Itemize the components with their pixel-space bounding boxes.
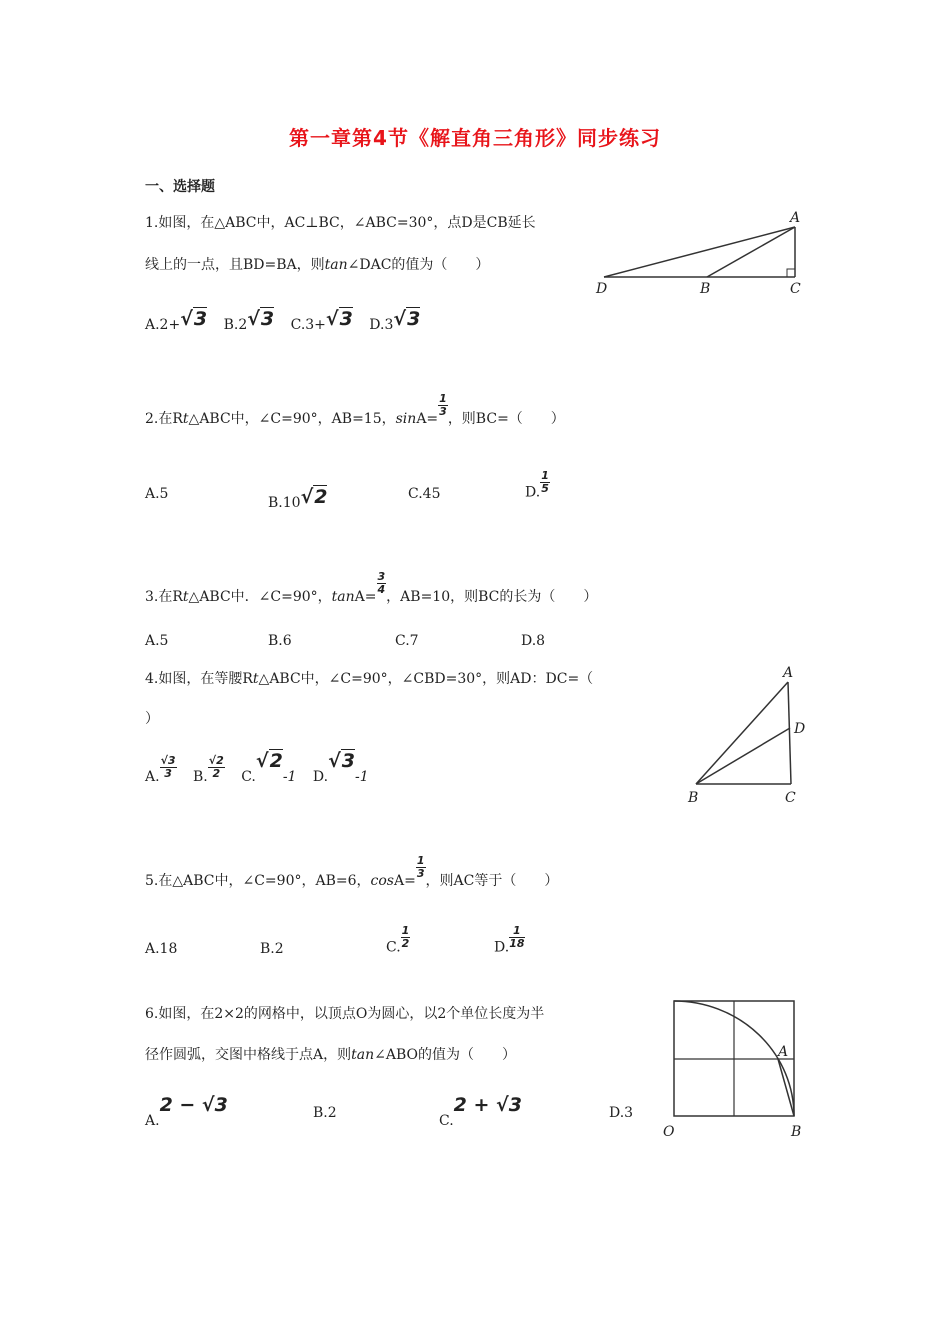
q1-option-d[interactable]: D.3√3 — [369, 308, 421, 333]
q1-triangle-figure — [590, 205, 810, 300]
fraction: $\frac{√2}{2}$ — [208, 753, 224, 780]
sqrt-symbol: √3 — [393, 308, 421, 330]
q4-option-c[interactable]: C.√2-1 — [241, 750, 297, 785]
q4-option-d[interactable]: D.√3-1 — [312, 750, 369, 785]
q5-option-c[interactable]: C. $\frac{1}{2}$ — [386, 924, 410, 956]
q4-label-c: C — [785, 790, 796, 806]
q4-label-a: A — [783, 665, 794, 681]
q3-option-b[interactable]: B.6 — [268, 633, 292, 649]
sqrt-symbol: √3 — [325, 308, 353, 330]
math-expression: 2 − √3 — [159, 1094, 228, 1116]
q6-option-b[interactable]: B.2 — [313, 1105, 337, 1121]
question-1-line-2 — [145, 254, 489, 274]
q1-fn: tan — [324, 257, 348, 273]
q4-triangle-figure — [680, 662, 815, 810]
q1-options — [145, 308, 420, 333]
q2-option-b[interactable]: B.10√2 — [268, 486, 328, 511]
q3-option-a[interactable]: A.5 — [145, 633, 169, 649]
fraction: $\frac{3}{4}$ — [377, 570, 386, 596]
q4-label-d: D — [794, 721, 806, 737]
question-3: 3.在Rt△ABC中．∠C=90°，tanA= $\frac{3}{4}$ ，AB=10，则BC的长为（ ） — [145, 570, 598, 605]
fraction: $\frac{1}{18}$ — [509, 924, 525, 950]
fraction: $\frac{1}{2}$ — [401, 924, 410, 950]
q6-option-c[interactable]: C.2 + √3 — [439, 1094, 522, 1129]
q4-option-b[interactable]: B. $\frac{√2}{2}$ — [193, 753, 224, 785]
q1-segment-ba — [707, 227, 795, 277]
fraction: $\frac{1}{5}$ — [541, 469, 549, 495]
q1-text-a: 线上的一点，且BD=BA，则 — [145, 257, 325, 273]
q6-label-b: B — [791, 1124, 802, 1140]
question-2: 2.在Rt△ABC中，∠C=90°，AB=15，sinA= $\frac{1}{3}$ ，则BC=（ ） — [145, 392, 565, 427]
math-expression: 2 + √3 — [453, 1094, 522, 1116]
page-title: 第一章第4节《解直角三角形》同步练习 — [289, 126, 661, 150]
q2-option-d[interactable]: D. $\frac{1}{5}$ — [525, 469, 549, 501]
q5-option-a[interactable]: A.18 — [145, 941, 178, 957]
q2-option-a[interactable]: A.5 — [145, 486, 169, 502]
q6-label-a: A — [778, 1044, 789, 1060]
question-6-line-1: 6.如图，在2×2的网格中，以顶点O为圆心，以2个单位长度为半 — [145, 1006, 545, 1022]
q5-option-d[interactable]: D. $\frac{1}{18}$ — [494, 924, 525, 956]
fraction: $\frac{1}{3}$ — [439, 392, 447, 418]
question-4-line-1: 4.如图，在等腰Rt△ABC中，∠C=90°，∠CBD=30°，则AD：DC=（ — [145, 671, 594, 687]
q1-right-angle-mark — [787, 269, 795, 277]
question-6-line-2: 径作圆弧，交图中格线于点A，则tan∠ABO的值为（ ） — [145, 1047, 516, 1063]
q6-option-d[interactable]: D.3 — [609, 1105, 634, 1121]
q1-option-a[interactable]: A.2+√3 — [145, 308, 208, 333]
q4-segment-bd — [696, 728, 790, 784]
q5-option-b[interactable]: B.2 — [260, 941, 284, 957]
q1-option-b[interactable]: B.2√3 — [223, 308, 275, 333]
q3-option-c[interactable]: C.7 — [395, 633, 419, 649]
sqrt-symbol: √3 — [247, 308, 275, 330]
fraction: $\frac{1}{3}$ — [416, 854, 425, 880]
sqrt-symbol: √3 — [328, 750, 356, 772]
q4-options — [145, 750, 369, 785]
q4-label-b: B — [688, 790, 699, 806]
sqrt-symbol: √2 — [300, 486, 328, 508]
q1-label-a: A — [790, 210, 801, 226]
q1-text-b: ∠DAC的值为（ ） — [347, 257, 490, 273]
q1-label-b: B — [700, 281, 711, 297]
q4-option-a[interactable]: A. $\frac{√3}{3}$ — [145, 753, 176, 785]
q6-option-a[interactable]: A.2 − √3 — [145, 1094, 228, 1129]
question-4-line-2: ） — [145, 711, 159, 727]
question-1-line-1: 1.如图，在△ABC中，AC⊥BC，∠ABC=30°，点D是CB延长 — [145, 215, 536, 231]
q2-option-c[interactable]: C.45 — [408, 486, 441, 502]
q3-option-d[interactable]: D.8 — [521, 633, 546, 649]
q6-grid-figure — [660, 995, 810, 1145]
q6-label-o: O — [663, 1124, 675, 1140]
sqrt-symbol: √2 — [255, 750, 283, 772]
q1-segment-da — [604, 227, 795, 277]
q1-label-d: D — [596, 281, 608, 297]
q1-label-c: C — [790, 281, 801, 297]
q4-segment-ac — [788, 682, 791, 784]
q1-option-c[interactable]: C.3+√3 — [290, 308, 353, 333]
question-5: 5.在△ABC中，∠C=90°，AB=6，cosA= $\frac{1}{3}$ ，则AC等于（ ） — [145, 854, 559, 889]
q6-segment-ab — [778, 1059, 794, 1116]
section-heading: 一、选择题 — [145, 179, 215, 195]
fraction: $\frac{√3}{3}$ — [160, 753, 176, 780]
sqrt-symbol: √3 — [180, 308, 208, 330]
q4-segment-ab — [696, 682, 788, 784]
